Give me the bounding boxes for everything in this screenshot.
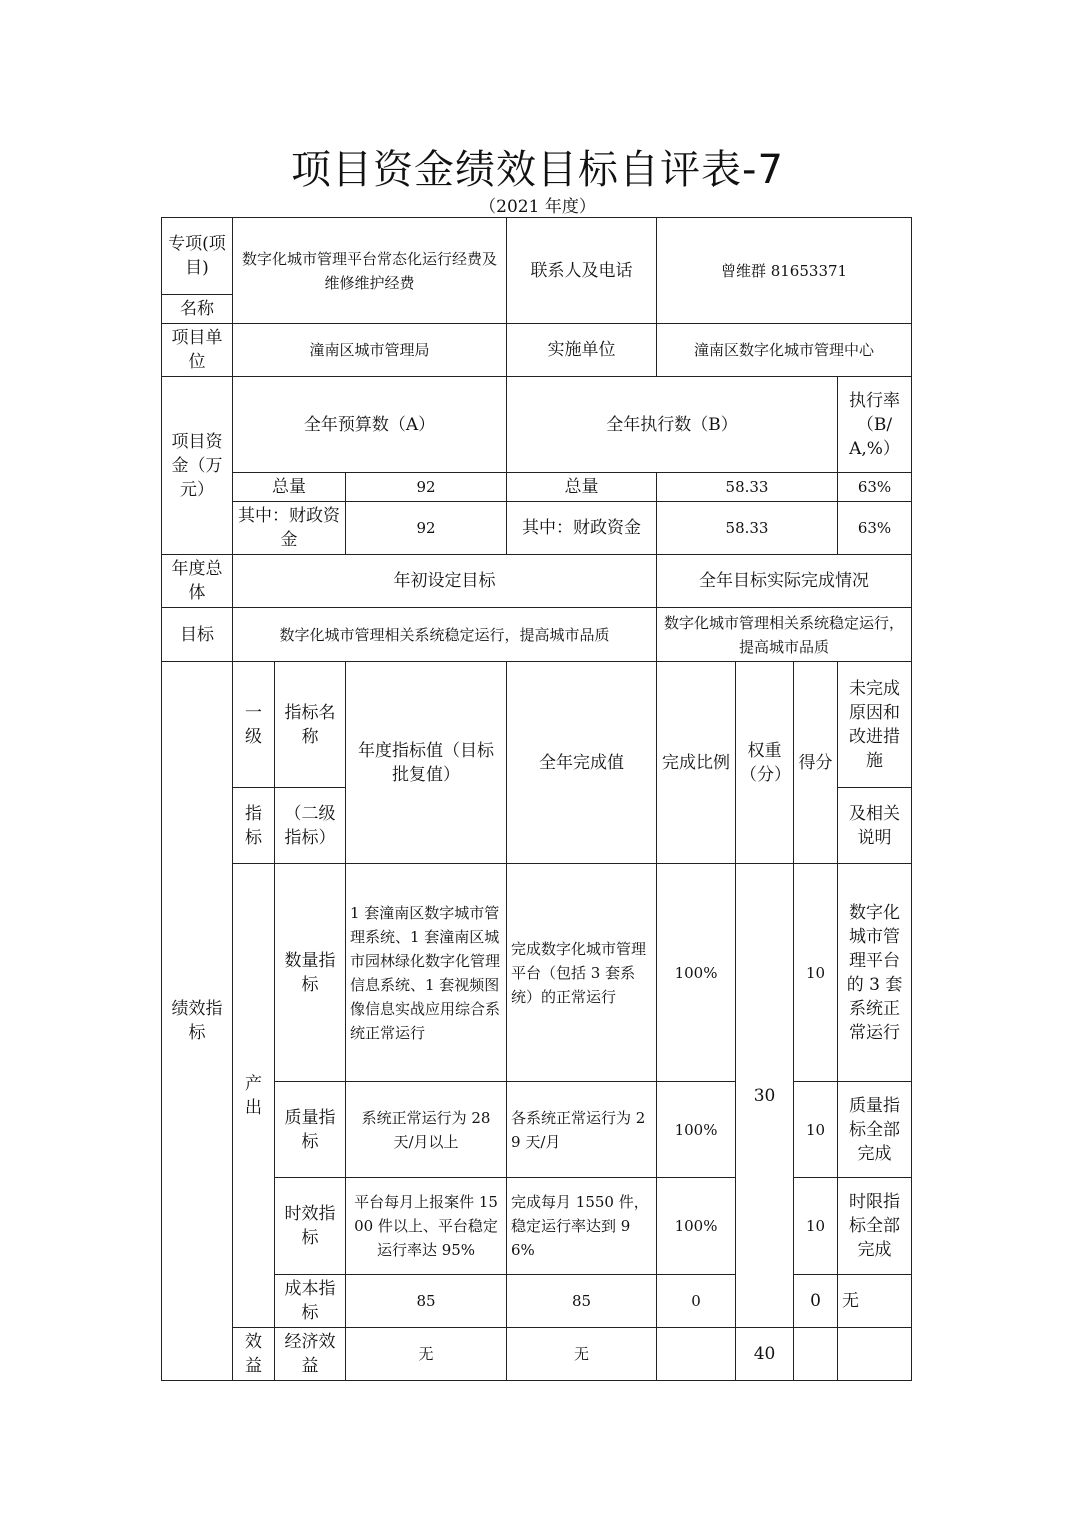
indicator-name: 质量指标 <box>275 1082 346 1178</box>
indicator-name: 成本指标 <box>275 1275 346 1328</box>
goals-actual-label: 全年目标实际完成情况 <box>657 555 912 608</box>
contact-value: 曾维群 81653371 <box>657 218 912 324</box>
indicator-ratio: 100% <box>657 1082 736 1178</box>
indicator-done: 各系统正常运行为 29 天/月 <box>507 1082 657 1178</box>
output-label: 产出 <box>233 864 275 1328</box>
benefit-ratio <box>657 1328 736 1381</box>
name-header-suffix: （二级指标） <box>275 788 346 864</box>
exec-label: 全年执行数（B） <box>507 377 838 473</box>
indicator-reason: 数字化城市管理平台的 3 套系统正常运行 <box>838 864 912 1082</box>
indicator-ratio: 100% <box>657 864 736 1082</box>
goals-set-label: 年初设定目标 <box>233 555 657 608</box>
funds-label: 项目资金（万元） <box>162 377 233 555</box>
impl-label: 实施单位 <box>507 324 657 377</box>
indicator-reason: 质量指标全部完成 <box>838 1082 912 1178</box>
level1-header: 一级 <box>233 662 275 788</box>
indicator-name: 数量指标 <box>275 864 346 1082</box>
goals-set-value: 数字化城市管理相关系统稳定运行，提高城市品质 <box>233 608 657 662</box>
indicator-done: 完成每月 1550 件，稳定运行率达到 96% <box>507 1178 657 1275</box>
done-header: 全年完成值 <box>507 662 657 864</box>
item-label: 专项(项目) <box>162 218 233 295</box>
name-header: 指标名称 <box>275 662 346 788</box>
total-rate: 63% <box>838 473 912 502</box>
indicator-score: 10 <box>794 864 838 1082</box>
benefit-done: 无 <box>507 1328 657 1381</box>
benefit-name: 经济效益 <box>275 1328 346 1381</box>
fiscal-exec: 58.33 <box>657 502 838 555</box>
contact-label: 联系人及电话 <box>507 218 657 324</box>
score-header: 得分 <box>794 662 838 864</box>
reason-header: 未完成原因和改进措施 <box>838 662 912 788</box>
total-label-b: 总量 <box>507 473 657 502</box>
benefit-label: 效益 <box>233 1328 275 1381</box>
year-subtitle: （2021 年度） <box>479 197 596 217</box>
page-title: 项目资金绩效目标自评表-7 <box>291 147 784 193</box>
indicator-target: 85 <box>346 1275 507 1328</box>
fiscal-label-a: 其中：财政资金 <box>233 502 346 555</box>
benefit-score <box>794 1328 838 1381</box>
evaluation-table <box>161 217 912 1381</box>
indicator-ratio: 100% <box>657 1178 736 1275</box>
total-budget: 92 <box>346 473 507 502</box>
fiscal-budget: 92 <box>346 502 507 555</box>
indicator-score: 10 <box>794 1082 838 1178</box>
benefit-target: 无 <box>346 1328 507 1381</box>
indicator-ratio: 0 <box>657 1275 736 1328</box>
goals-actual-value: 数字化城市管理相关系统稳定运行，提高城市品质 <box>657 608 912 662</box>
indicator-reason: 无 <box>838 1275 912 1328</box>
benefit-weight: 40 <box>736 1328 794 1381</box>
item-name: 数字化城市管理平台常态化运行经费及维修维护经费 <box>233 218 507 324</box>
fiscal-rate: 63% <box>838 502 912 555</box>
indicator-done: 85 <box>507 1275 657 1328</box>
target-header: 年度指标值（目标批复值） <box>346 662 507 864</box>
indicator-name: 时效指标 <box>275 1178 346 1275</box>
weight-header: 权重（分） <box>736 662 794 864</box>
total-exec: 58.33 <box>657 473 838 502</box>
budget-label: 全年预算数（A） <box>233 377 507 473</box>
benefit-reason <box>838 1328 912 1381</box>
rate-label: 执行率（B/A,%） <box>838 377 912 473</box>
indicator-done: 完成数字化城市管理平台（包括 3 套系统）的正常运行 <box>507 864 657 1082</box>
unit-value: 潼南区城市管理局 <box>233 324 507 377</box>
impl-value: 潼南区数字化城市管理中心 <box>657 324 912 377</box>
goals-label-suffix: 目标 <box>162 608 233 662</box>
indicator-target: 1 套潼南区数字城市管理系统、1 套潼南区城市园林绿化数字化管理信息系统、1 套视频图像信息实战应用综合系统正常运行 <box>346 864 507 1082</box>
indicator-score: 10 <box>794 1178 838 1275</box>
item-label-suffix: 名称 <box>162 295 233 324</box>
indicator-target: 平台每月上报案件 1500 件以上、平台稳定运行率达 95% <box>346 1178 507 1275</box>
reason-header-suffix: 及相关说明 <box>838 788 912 864</box>
fiscal-label-b: 其中：财政资金 <box>507 502 657 555</box>
unit-label: 项目单位 <box>162 324 233 377</box>
goals-label: 年度总体 <box>162 555 233 608</box>
output-weight: 30 <box>736 864 794 1328</box>
total-label-a: 总量 <box>233 473 346 502</box>
ratio-header: 完成比例 <box>657 662 736 864</box>
indicator-reason: 时限指标全部完成 <box>838 1178 912 1275</box>
indicator-target: 系统正常运行为 28 天/月以上 <box>346 1082 507 1178</box>
level1-header-suffix: 指标 <box>233 788 275 864</box>
perf-label: 绩效指标 <box>162 662 233 1381</box>
indicator-score: 0 <box>794 1275 838 1328</box>
